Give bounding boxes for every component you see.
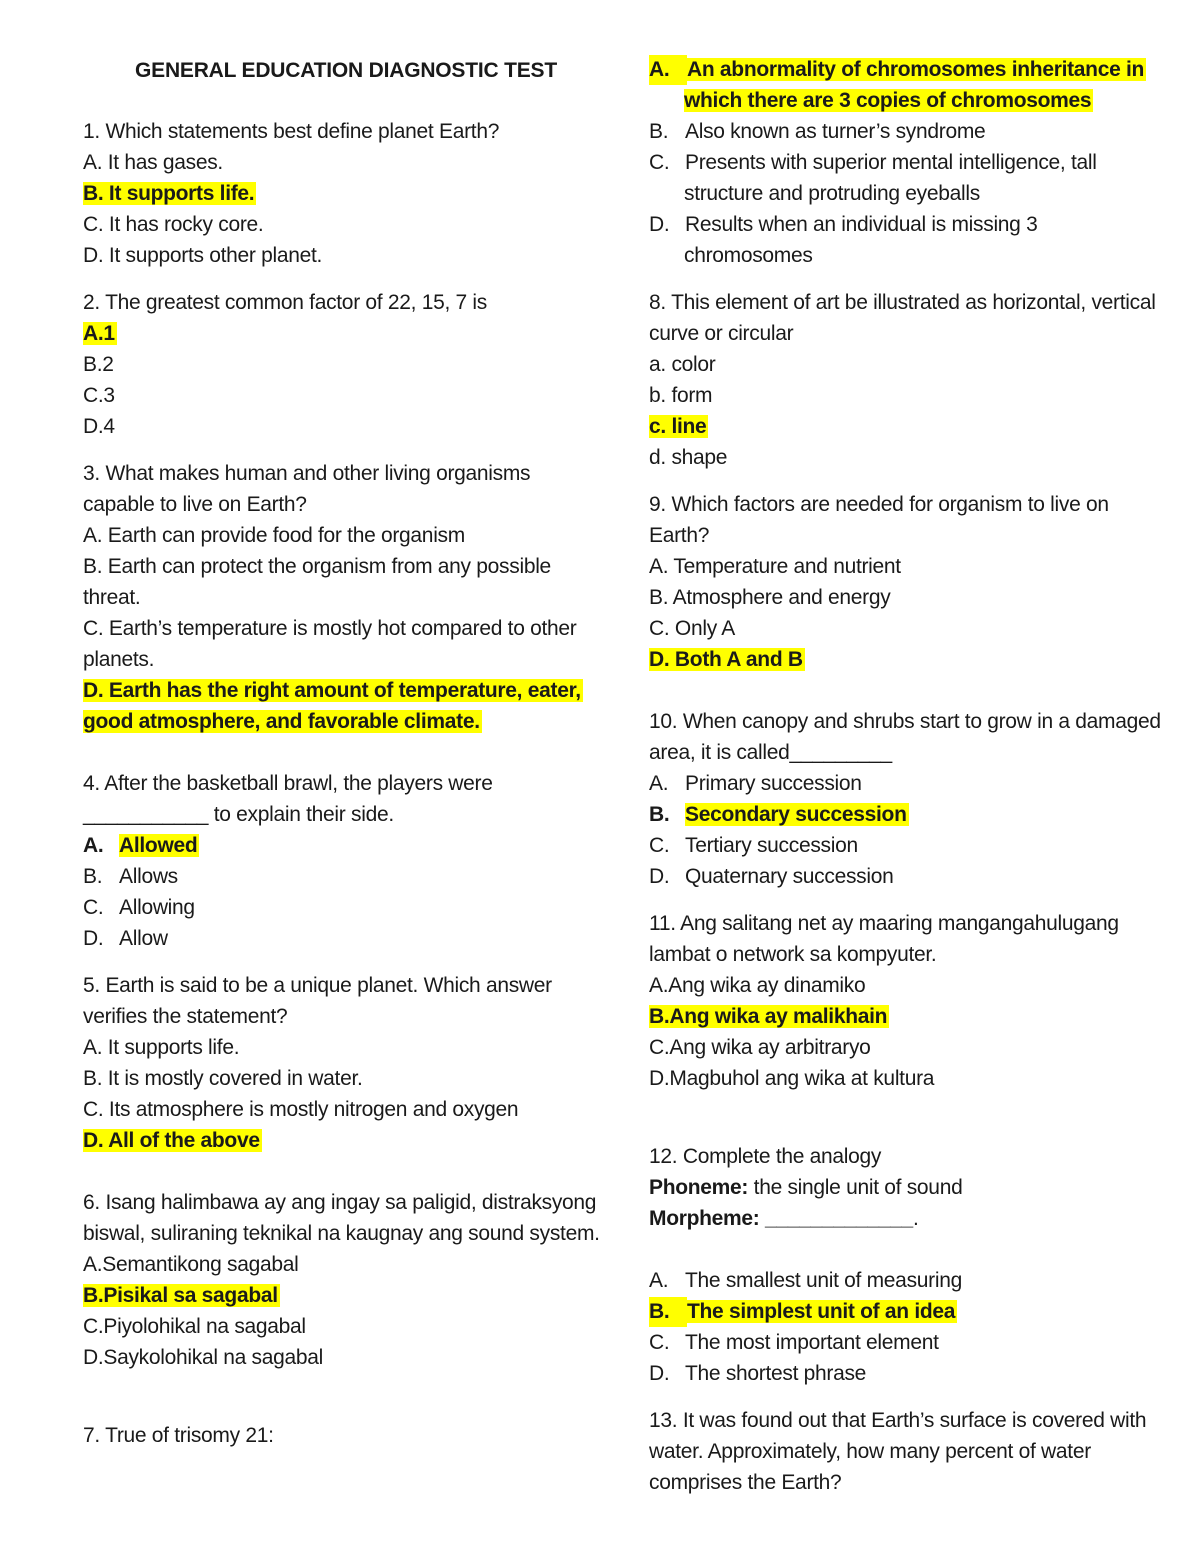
q10-option-a-label: A. (649, 772, 669, 795)
q7-option-c-line1: Presents with superior mental intelligence, tall (685, 151, 1097, 174)
q11-stem-line2: lambat o network sa kompyuter. (649, 943, 937, 966)
q11-option-a: A.Ang wika ay dinamiko (649, 974, 866, 997)
q4-option-a-label: A. (83, 834, 104, 857)
q4-option-b-label: B. (83, 865, 103, 888)
q3-option-d-answer-line2: good atmosphere, and favorable climate. (83, 710, 480, 733)
q12-option-c: The most important element (685, 1331, 939, 1354)
q7-option-b-label: B. (649, 120, 669, 143)
q4-option-b: Allows (119, 865, 178, 888)
q10-option-b-answer: Secondary succession (685, 803, 907, 826)
q8-option-a: a. color (649, 353, 716, 376)
q13-stem-line2: water. Approximately, how many percent of water (649, 1440, 1091, 1463)
q10-option-b-label: B. (649, 803, 670, 826)
q2-option-b: B.2 (83, 353, 114, 376)
q12-option-a: The smallest unit of measuring (685, 1269, 962, 1292)
q10-option-c-label: C. (649, 834, 670, 857)
q10-option-d-label: D. (649, 865, 670, 888)
q12-morpheme-label: Morpheme: _____________ (649, 1207, 913, 1230)
q6-option-c: C.Piyolohikal na sagabal (83, 1315, 306, 1338)
q11-option-b-answer: B.Ang wika ay malikhain (649, 1005, 888, 1028)
q11-option-c: C.Ang wika ay arbitraryo (649, 1036, 871, 1059)
q7-option-d-label: D. (649, 213, 670, 236)
q10-option-d: Quaternary succession (685, 865, 894, 888)
q7-option-b: Also known as turner’s syndrome (685, 120, 986, 143)
q5-option-d-answer: D. All of the above (83, 1129, 260, 1152)
q9-option-c: C. Only A (649, 617, 735, 640)
q3-option-c-line1: C. Earth’s temperature is mostly hot compared to other (83, 617, 577, 640)
q7-option-a-answer-line2: which there are 3 copies of chromosomes (684, 89, 1092, 112)
q4-option-a-answer: Allowed (119, 834, 198, 857)
q5-option-a: A. It supports life. (83, 1036, 240, 1059)
q6-stem-line2: biswal, suliraning teknikal na kaugnay ang sound system. (83, 1222, 600, 1245)
q10-option-c: Tertiary succession (685, 834, 858, 857)
q2-option-c: C.3 (83, 384, 115, 407)
q12-stem: 12. Complete the analogy (649, 1145, 882, 1168)
q13-stem-line3: comprises the Earth? (649, 1471, 842, 1494)
q12-option-a-label: A. (649, 1269, 669, 1292)
q4-option-d: Allow (119, 927, 168, 950)
q12-option-b-label: B. (649, 1297, 687, 1327)
q7-option-c-label: C. (649, 151, 670, 174)
q7-option-c-line2: structure and protruding eyeballs (684, 182, 980, 205)
q2-stem: 2. The greatest common factor of 22, 15, 7 is (83, 291, 487, 314)
q3-stem-line1: 3. What makes human and other living organisms (83, 462, 531, 485)
q4-option-c: Allowing (119, 896, 195, 919)
q5-option-b: B. It is mostly covered in water. (83, 1067, 363, 1090)
q12-option-b-answer: The simplest unit of an idea (687, 1300, 956, 1323)
q4-option-d-label: D. (83, 927, 104, 950)
q1-option-c: C. It has rocky core. (83, 213, 264, 236)
q11-option-d: D.Magbuhol ang wika at kultura (649, 1067, 935, 1090)
q3-option-d-answer-line1: D. Earth has the right amount of temperature, eater, (83, 679, 581, 702)
q5-option-c: C. Its atmosphere is mostly nitrogen and oxygen (83, 1098, 519, 1121)
q8-option-c-answer: c. line (649, 415, 707, 438)
q6-option-b-answer: B.Pisikal sa sagabal (83, 1284, 278, 1307)
q6-option-a: A.Semantikong sagabal (83, 1253, 299, 1276)
page-title: GENERAL EDUCATION DIAGNOSTIC TEST (135, 59, 557, 82)
q7-stem: 7. True of trisomy 21: (83, 1424, 274, 1447)
q8-stem-line1: 8. This element of art be illustrated as horizontal, vertical (649, 291, 1156, 314)
q1-option-b-answer: B. It supports life. (83, 182, 255, 205)
q7-option-a-answer-line1: An abnormality of chromosomes inheritance in (687, 58, 1145, 81)
q6-option-d: D.Saykolohikal na sagabal (83, 1346, 323, 1369)
q5-stem-line1: 5. Earth is said to be a unique planet. Which answer (83, 974, 552, 997)
q7-option-a-label: A. (649, 55, 687, 85)
q6-stem-line1: 6. Isang halimbawa ay ang ingay sa paligid, distraksyong (83, 1191, 597, 1214)
q10-option-a: Primary succession (685, 772, 862, 795)
q11-stem-line1: 11. Ang salitang net ay maaring mangangahulugang (649, 912, 1119, 935)
q9-option-b: B. Atmosphere and energy (649, 586, 891, 609)
q3-option-b-line1: B. Earth can protect the organism from any possible (83, 555, 551, 578)
q9-stem-line1: 9. Which factors are needed for organism to live on (649, 493, 1109, 516)
q1-stem: 1. Which statements best define planet Earth? (83, 120, 500, 143)
q9-stem-line2: Earth? (649, 524, 710, 547)
q7-option-d-line1: Results when an individual is missing 3 (685, 213, 1038, 236)
q8-option-b: b. form (649, 384, 713, 407)
q8-stem-line2: curve or circular (649, 322, 794, 345)
q3-option-a: A. Earth can provide food for the organism (83, 524, 465, 547)
q5-stem-line2: verifies the statement? (83, 1005, 288, 1028)
q2-option-a-answer: A.1 (83, 322, 115, 345)
q2-option-d: D.4 (83, 415, 115, 438)
q1-option-a: A. It has gases. (83, 151, 223, 174)
q12-option-c-label: C. (649, 1331, 670, 1354)
q3-option-b-line2: threat. (83, 586, 141, 609)
q12-morpheme-end: . (912, 1207, 919, 1230)
q9-option-d-answer: D. Both A and B (649, 648, 803, 671)
q1-option-d: D. It supports other planet. (83, 244, 323, 267)
q7-option-d-line2: chromosomes (684, 244, 813, 267)
q10-stem-line2: area, it is called_________ (649, 741, 892, 764)
q3-option-c-line2: planets. (83, 648, 155, 671)
q3-stem-line2: capable to live on Earth? (83, 493, 307, 516)
q13-stem-line1: 13. It was found out that Earth’s surface is covered with (649, 1409, 1147, 1432)
q4-option-c-label: C. (83, 896, 104, 919)
q12-phoneme-label: Phoneme: (649, 1176, 749, 1199)
q4-stem-line1: 4. After the basketball brawl, the players were (83, 772, 493, 795)
q12-option-d: The shortest phrase (685, 1362, 867, 1385)
q12-phoneme-text: the single unit of sound (748, 1176, 963, 1199)
q4-stem-line2: ___________ to explain their side. (83, 803, 394, 826)
q12-option-d-label: D. (649, 1362, 670, 1385)
q8-option-d: d. shape (649, 446, 728, 469)
q9-option-a: A. Temperature and nutrient (649, 555, 901, 578)
q10-stem-line1: 10. When canopy and shrubs start to grow in a damaged (649, 710, 1161, 733)
